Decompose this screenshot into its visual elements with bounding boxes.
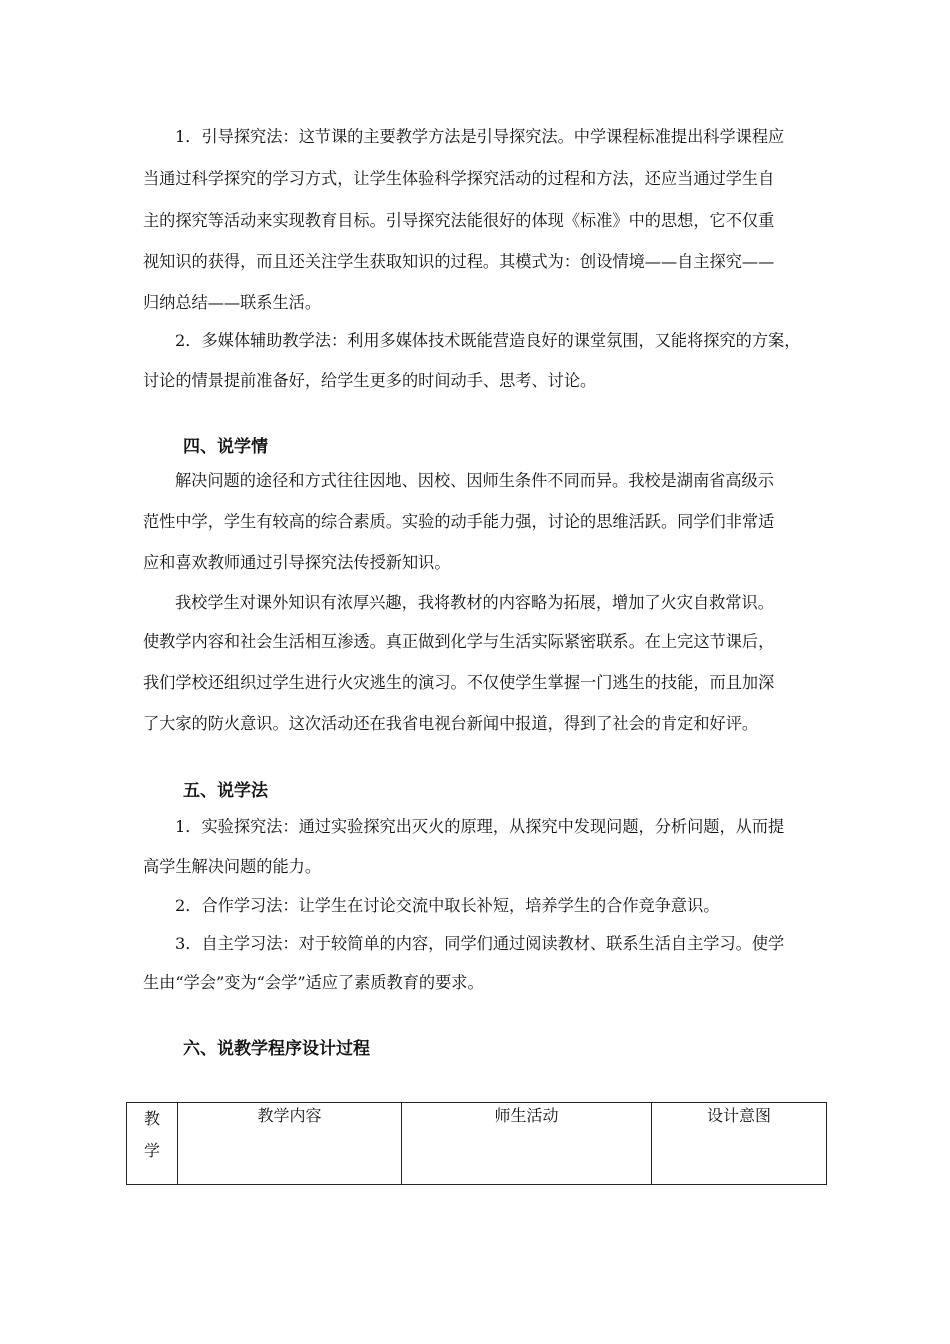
section-4-para-1-line-3: 应和喜欢教师通过引导探究法传授新知识。: [143, 553, 451, 572]
section-5-item-3-line-2: 生由“学会”变为“会学”适应了素质教育的要求。: [143, 973, 484, 992]
table-cell-activities: [402, 1103, 652, 1185]
method-1-line-5: 归纳总结——联系生活。: [143, 293, 322, 312]
teaching-process-table: [126, 1102, 827, 1185]
table-cell-content: [178, 1103, 402, 1185]
method-1-line-4: 视知识的获得，而且还关注学生获取知识的过程。其模式为：创设情境——自主探究——: [143, 252, 775, 271]
table-row: [127, 1103, 827, 1185]
header-design-intent: 设计意图: [706, 1106, 771, 1125]
table-cell-intent: [652, 1103, 827, 1185]
method-2-line-2: 讨论的情景提前准备好，给学生更多的时间动手、思考、讨论。: [143, 371, 597, 390]
method-1-line-1: 1．引导探究法：这节课的主要教学方法是引导探究法。中学课程标准提出科学课程应: [175, 127, 785, 146]
section-6-heading: 六、说教学程序设计过程: [183, 1039, 370, 1059]
method-1-line-2: 当通过科学探究的学习方式，让学生体验科学探究活动的过程和方法，还应当通过学生自: [143, 169, 775, 188]
method-2-line-1: 2．多媒体辅助教学法：利用多媒体技术既能营造良好的课堂氛围，又能将探究的方案，: [175, 331, 801, 350]
section-5-item-2: 2．合作学习法：让学生在讨论交流中取长补短，培养学生的合作竞争意识。: [175, 896, 720, 915]
section-4-para-1-line-2: 范性中学，学生有较高的综合素质。实验的动手能力强，讨论的思维活跃。同学们非常适: [143, 512, 775, 531]
section-5-item-1-line-1: 1．实验探究法：通过实验探究出灭火的原理，从探究中发现问题，分析问题，从而提: [175, 817, 785, 836]
col1-char-1: 教: [143, 1109, 160, 1128]
section-5-item-1-line-2: 高学生解决问题的能力。: [143, 857, 322, 876]
section-4-para-2-line-2: 使教学内容和社会生活相互渗透。真正做到化学与生活实际紧密联系。在上完这节课后，: [143, 632, 775, 651]
method-1-line-3: 主的探究等活动来实现教育目标。引导探究法能很好的体现《标准》中的思想，它不仅重: [143, 211, 775, 230]
col1-char-2: 学: [143, 1141, 160, 1160]
section-5-heading: 五、说学法: [183, 781, 268, 801]
header-teaching-content: 教学内容: [257, 1106, 322, 1125]
section-4-para-2-line-4: 了大家的防火意识。这次活动还在我省电视台新闻中报道，得到了社会的肯定和好评。: [143, 714, 759, 733]
section-4-para-2-line-3: 我们学校还组织过学生进行火灾逃生的演习。不仅使学生掌握一门逃生的技能，而且加深: [143, 673, 775, 692]
section-4-heading: 四、说学情: [183, 437, 268, 457]
section-4-para-2-line-1: 我校学生对课外知识有浓厚兴趣，我将教材的内容略为拓展，增加了火灾自救常识。: [175, 593, 774, 612]
header-teacher-student-activities: 师生活动: [494, 1106, 559, 1125]
section-5-item-3-line-1: 3．自主学习法：对于较简单的内容，同学们通过阅读教材、联系生活自主学习。使学: [175, 934, 785, 953]
table-cell-col1: [127, 1103, 178, 1185]
section-4-para-1-line-1: 解决问题的途径和方式往往因地、因校、因师生条件不同而异。我校是湖南省高级示: [175, 471, 774, 490]
